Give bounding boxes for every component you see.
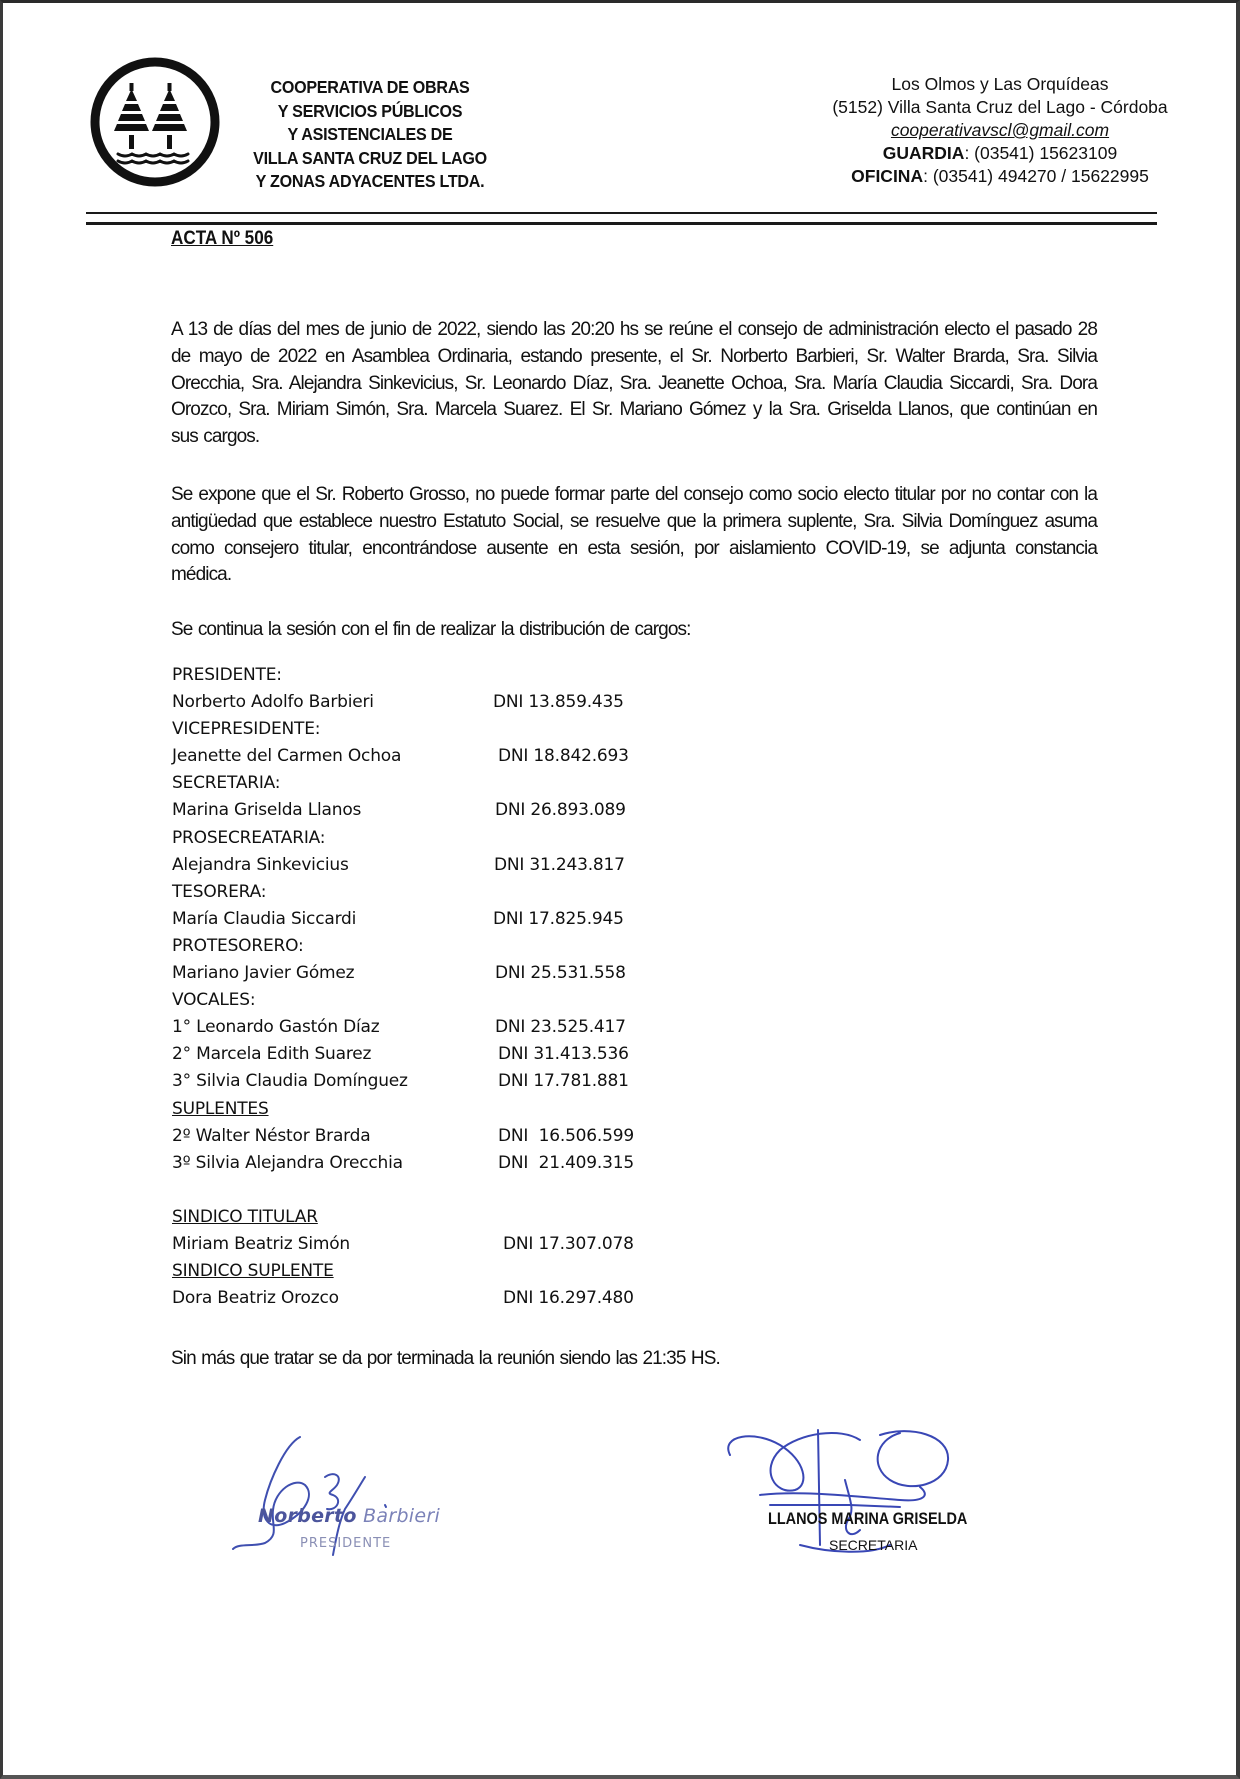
oficina-phone: [760, 165, 1240, 188]
org-name-line: Y ASISTENCIALES DE: [287, 124, 453, 144]
president-first-name: Norberto: [258, 1505, 357, 1527]
president-printed-name: [258, 1505, 440, 1527]
member-dni: DNI 17.825.945: [493, 908, 624, 929]
org-name-line: VILLA SANTA CRUZ DEL LAGO: [253, 147, 487, 168]
roster-member: [172, 960, 626, 987]
heading-vicepresident: VICEPRESIDENTE:: [172, 719, 321, 740]
roster-heading: [172, 1258, 408, 1285]
member-dni: DNI 17.781.881: [498, 1071, 629, 1092]
member-name: 1° Leonardo Gastón Díaz: [172, 1017, 380, 1038]
member-name: Marina Griselda Llanos: [172, 800, 362, 821]
oficina-value: : (03541) 494270 / 15622995: [923, 166, 1149, 186]
member-name: Dora Beatriz Orozco: [172, 1288, 339, 1309]
secretary-printed-name: LLANOS MARINA GRISELDA: [768, 1509, 968, 1528]
roster-heading: [172, 770, 408, 797]
secretary-signature-icon: [700, 1405, 1000, 1585]
roster-gap: [172, 1177, 408, 1204]
member-dni: DNI 16.297.480: [503, 1288, 634, 1309]
member-dni: DNI 31.243.817: [494, 854, 625, 875]
roster-heading: [172, 716, 408, 743]
roster-member: [172, 1150, 634, 1177]
heading-vocales: VOCALES:: [172, 990, 256, 1011]
roster-member: [172, 743, 629, 770]
member-name: Jeanette del Carmen Ochoa: [172, 746, 402, 767]
paragraph-exposition: Se expone que el Sr. Roberto Grosso, no puede formar parte del consejo como socio electo titular por no contar con la antigüedad que establece nuestro Estatuto Social, se resuelve que la primera suplente, Sra. Silvia Domínguez asuma como consejero titular, encontrándose ausente en esta sesión, por aislamiento COVID-19, se adjunta constancia médica.: [171, 484, 1097, 586]
member-name: Alejandra Sinkevicius: [172, 854, 349, 875]
member-name: Norberto Adolfo Barbieri: [172, 692, 374, 713]
closing-statement: Sin más que tratar se da por terminada la reunión siendo las 21:35 HS.: [171, 1348, 720, 1369]
guardia-phone: [760, 142, 1240, 165]
roster-member: [172, 1014, 626, 1041]
contact-block: [760, 73, 1240, 188]
roster-heading: [172, 933, 408, 960]
paragraph-distribution-intro: Se continua la sesión con el fin de realizar la distribución de cargos:: [171, 619, 691, 640]
heading-prosecretary: PROSECREATARIA:: [172, 827, 326, 848]
paragraph-opening: A 13 de días del mes de junio de 2022, siendo las 20:20 hs se reúne el consejo de administración electo el pasado 28 de mayo de 2022 en Asamblea Ordinaria, estando presente, el Sr. Norberto Barbieri, Sr. Walter Brarda, Sra. Silvia Orecchia, Sra. Alejandra Sinkevicius, Sr. Leonardo Díaz, Sra. Jeanette Ochoa, Sra. María Claudia Siccardi, Sra. Dora Orozco, Sra. Miriam Simón, Sra. Marcela Suarez. El Sr. Mariano Gómez y la Sra. Griselda Llanos, que continúan en sus cargos.: [171, 319, 1097, 448]
roster-member: [172, 906, 624, 933]
roster-heading: [172, 1204, 408, 1231]
address-line-1: Los Olmos y Las Orquídeas: [891, 74, 1109, 94]
roster-heading: [172, 987, 408, 1014]
roster-member: [172, 852, 625, 879]
board-roster: [172, 662, 634, 1312]
roster-heading: [172, 825, 408, 852]
roster-member: [172, 689, 624, 716]
president-last-name: Barbieri: [363, 1505, 441, 1527]
member-dni: DNI 16.506.599: [498, 1125, 634, 1146]
member-dni: DNI 17.307.078: [503, 1233, 634, 1254]
header-divider-bottom: [86, 222, 1157, 225]
heading-suplentes: SUPLENTES: [172, 1098, 269, 1119]
member-dni: DNI 31.413.536: [498, 1044, 629, 1065]
address-line-2: (5152) Villa Santa Cruz del Lago - Córdoba: [832, 97, 1168, 117]
guardia-value: : (03541) 15623109: [964, 143, 1118, 163]
member-dni: DNI 26.893.089: [495, 800, 626, 821]
roster-member: [172, 1068, 629, 1095]
member-dni: DNI 21.409.315: [498, 1152, 634, 1173]
heading-pro-treasurer: PROTESORERO:: [172, 935, 304, 956]
cooperative-logo-icon: [88, 55, 222, 189]
member-name: María Claudia Siccardi: [172, 908, 357, 929]
secretary-role: SECRETARIA: [829, 1537, 918, 1553]
roster-heading: [172, 1096, 408, 1123]
president-signature-icon: [225, 1405, 485, 1585]
email-link[interactable]: cooperativavscl@gmail.com: [890, 120, 1110, 140]
roster-member: [172, 1041, 629, 1068]
member-name: Mariano Javier Gómez: [172, 963, 355, 984]
org-name-line: Y ZONAS ADYACENTES LTDA.: [255, 171, 485, 191]
roster-heading: [172, 662, 408, 689]
roster-heading: [172, 879, 408, 906]
member-name: 2º Walter Néstor Brarda: [172, 1125, 371, 1146]
member-dni: DNI 25.531.558: [495, 963, 626, 984]
member-name: 3° Silvia Claudia Domínguez: [172, 1071, 408, 1092]
document-title: ACTA Nº 506: [171, 228, 274, 249]
heading-sindico-titular: SINDICO TITULAR: [172, 1206, 318, 1227]
heading-treasurer: TESORERA:: [172, 881, 267, 902]
heading-president: PRESIDENTE:: [172, 665, 282, 685]
heading-sindico-suplente: SINDICO SUPLENTE: [172, 1260, 334, 1281]
org-name-line: Y SERVICIOS PÚBLICOS: [277, 100, 463, 121]
member-name: Miriam Beatriz Simón: [172, 1233, 350, 1254]
guardia-label: GUARDIA: [882, 143, 965, 163]
header-divider-top: [86, 212, 1157, 214]
roster-member: [172, 1285, 634, 1312]
member-name: 3º Silvia Alejandra Orecchia: [172, 1152, 403, 1173]
president-role: PRESIDENTE: [300, 1536, 392, 1551]
roster-member: [172, 1231, 634, 1258]
organization-name: [232, 76, 508, 194]
roster-member: [172, 797, 626, 824]
member-dni: DNI 18.842.693: [498, 746, 629, 767]
roster-member: [172, 1123, 634, 1150]
member-dni: DNI 23.525.417: [495, 1017, 626, 1038]
org-name-line: COOPERATIVA DE OBRAS: [270, 77, 470, 97]
heading-secretary: SECRETARIA:: [172, 773, 281, 794]
member-name: 2° Marcela Edith Suarez: [172, 1044, 372, 1065]
member-dni: DNI 13.859.435: [493, 692, 624, 713]
oficina-label: OFICINA: [851, 166, 924, 186]
